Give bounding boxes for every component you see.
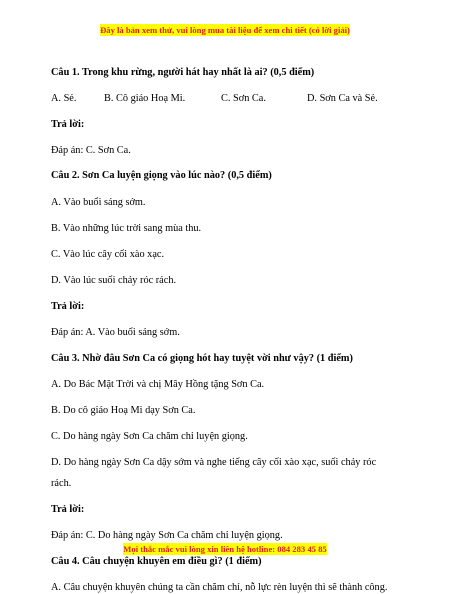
hotline-notice-banner xyxy=(0,544,450,555)
question-3-option-c: C. Do hàng ngày Sơn Ca chăm chỉ luyện giọng. xyxy=(51,431,248,442)
question-2-option-a: A. Vào buổi sáng sớm. xyxy=(51,197,146,208)
question-3-title: Câu 3. Nhờ đâu Sơn Ca có giọng hót hay tuyệt vời như vậy? (1 điểm) xyxy=(51,353,353,364)
preview-notice-text: Đây là bản xem thử, vui lòng mua tài liệu để xem chi tiết (có lời giải) xyxy=(100,25,350,35)
document-body xyxy=(51,66,411,594)
question-3-option-b: B. Do cô giáo Hoạ Mi dạy Sơn Ca. xyxy=(51,405,196,416)
question-3-answer-label: Trả lời: xyxy=(51,504,85,515)
question-2-title: Câu 2. Sơn Ca luyện giọng vào lúc nào? (0,5 điểm) xyxy=(51,170,272,181)
question-1-title: Câu 1. Trong khu rừng, người hát hay nhất là ai? (0,5 điểm) xyxy=(51,67,315,78)
question-4-option-a: A. Câu chuyện khuyên chúng ta cần chăm chỉ, nỗ lực rèn luyện thì sẽ thành công. xyxy=(51,582,388,593)
question-1-options xyxy=(51,92,411,105)
question-3-option-d: D. Do hàng ngày Sơn Ca dậy sớm và nghe tiếng cây cối xào xạc, suối chảy róc rách. xyxy=(51,457,377,489)
question-1-option-d: D. Sơn Ca và Sẻ. xyxy=(307,93,378,104)
question-3-answer: Đáp án: C. Do hàng ngày Sơn Ca chăm chỉ luyện giọng. xyxy=(51,530,283,541)
hotline-notice-text: Mọi thắc mắc vui lòng xin liên hệ hotline: 084 283 45 85 xyxy=(123,544,327,554)
question-2-answer: Đáp án: A. Vào buổi sáng sớm. xyxy=(51,327,180,338)
question-1-option-a: A. Sẻ. xyxy=(51,93,77,104)
question-1-answer: Đáp án: C. Sơn Ca. xyxy=(51,145,131,156)
question-2-option-c: C. Vào lúc cây cối xào xạc. xyxy=(51,249,165,260)
question-2-answer-label: Trả lời: xyxy=(51,301,85,312)
question-2-option-d: D. Vào lúc suối chảy róc rách. xyxy=(51,275,177,286)
question-1-option-b: B. Cô giáo Hoạ Mi. xyxy=(104,93,186,104)
question-1-answer-label: Trả lời: xyxy=(51,119,85,130)
question-3-option-a: A. Do Bác Mặt Trời và chị Mây Hồng tặng Sơn Ca. xyxy=(51,379,265,390)
question-2-option-b: B. Vào những lúc trời sang mùa thu. xyxy=(51,223,202,234)
question-1-option-c: C. Sơn Ca. xyxy=(221,93,266,104)
question-4-title: Câu 4. Câu chuyện khuyên em điều gì? (1 điểm) xyxy=(51,556,262,567)
preview-notice-banner xyxy=(0,25,450,36)
